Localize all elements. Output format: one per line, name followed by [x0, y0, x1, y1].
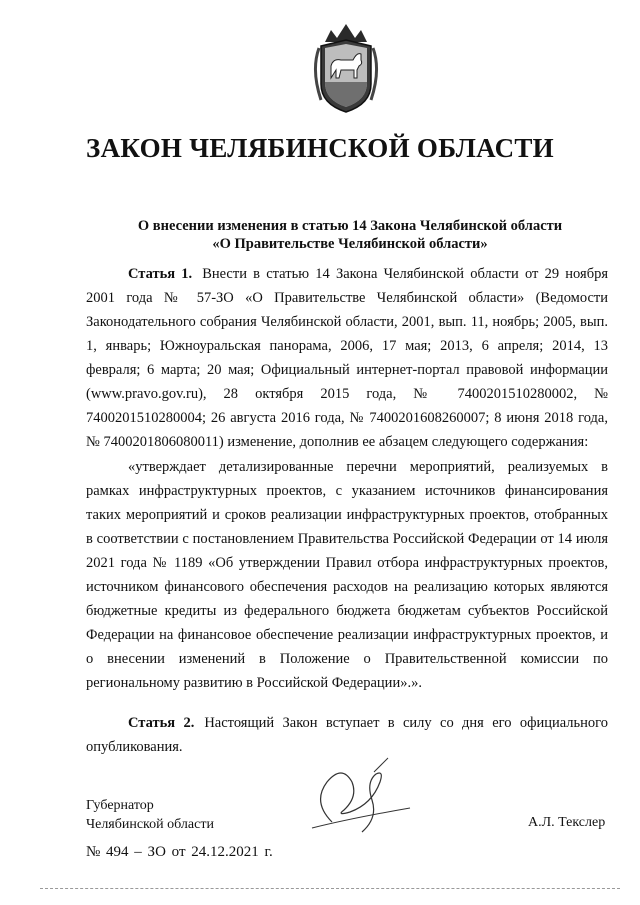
law-subtitle [0, 217, 640, 253]
coat-of-arms-icon [311, 20, 381, 116]
article-1-label: Статья 1. [128, 266, 193, 282]
article-2-label: Статья 2. [128, 715, 195, 731]
signer-name: А.Л. Текслер [528, 815, 606, 830]
page-bottom-divider [40, 888, 620, 889]
handwritten-signature-icon [292, 752, 422, 842]
registration-number: № 494 – ЗО от 24.12.2021 г. [86, 844, 273, 860]
article-1 [86, 262, 608, 454]
subtitle-line-2: «О Правительстве Челябинской области» [212, 236, 488, 252]
law-title: ЗАКОН ЧЕЛЯБИНСКОЙ ОБЛАСТИ [86, 133, 554, 163]
article-1-quote [86, 455, 608, 695]
signer-position-line-2: Челябинской области [86, 817, 214, 832]
article-1-quote-text: «утверждает детализированные перечни мероприятий, реализуемых в рамках инфраструктурных проектов, с указанием источников финансирования таких мероприятий и сроков реализации инфраструктурных проектов, отобранных в соответствии с постановлением Правительства Российской Федерации от 14 июля 2021 года № 1189 «Об утверждении Правил отбора инфраструктурных проектов, источником финансового обеспечения расходов на реализацию которых являются бюджетные кредиты из федерального бюджета бюджетам субъектов Российской Федерации на финансовое обеспечение реализации инфраструктурных проектов, и о внесении изменений в Положение о Правительственной комиссии по региональному развитию в Российской Федерации».». [86, 459, 608, 691]
signer-position [86, 796, 214, 834]
signer-position-line-1: Губернатор [86, 798, 154, 813]
article-1-text: Внести в статью 14 Закона Челябинской области от 29 ноября 2001 года № 57-ЗО «О Правительстве Челябинской области» (Ведомости Законодательного собрания Челябинской области, 2001, вып. 11, ноябрь; 2005, вып. 1, январь; Южноуральская панорама, 2006, 17 мая; 2013, 6 апреля; 2014, 13 февраля; 6 марта; 20 мая; Официальный интернет-портал правовой информации (www.pravo.gov.ru), 28 октября 2015 года, № 7400201510280002, № 7400201510280004; 26 августа 2016 года, № 7400201608260007; 8 июня 2018 года, № 7400201806080011) изменение, дополнив ее абзацем следующего содержания: [86, 266, 608, 450]
article-2-text: Настоящий Закон вступает в силу со дня его официального опубликования. [86, 715, 609, 755]
subtitle-line-1: О внесении изменения в статью 14 Закона Челябинской области [137, 218, 563, 234]
